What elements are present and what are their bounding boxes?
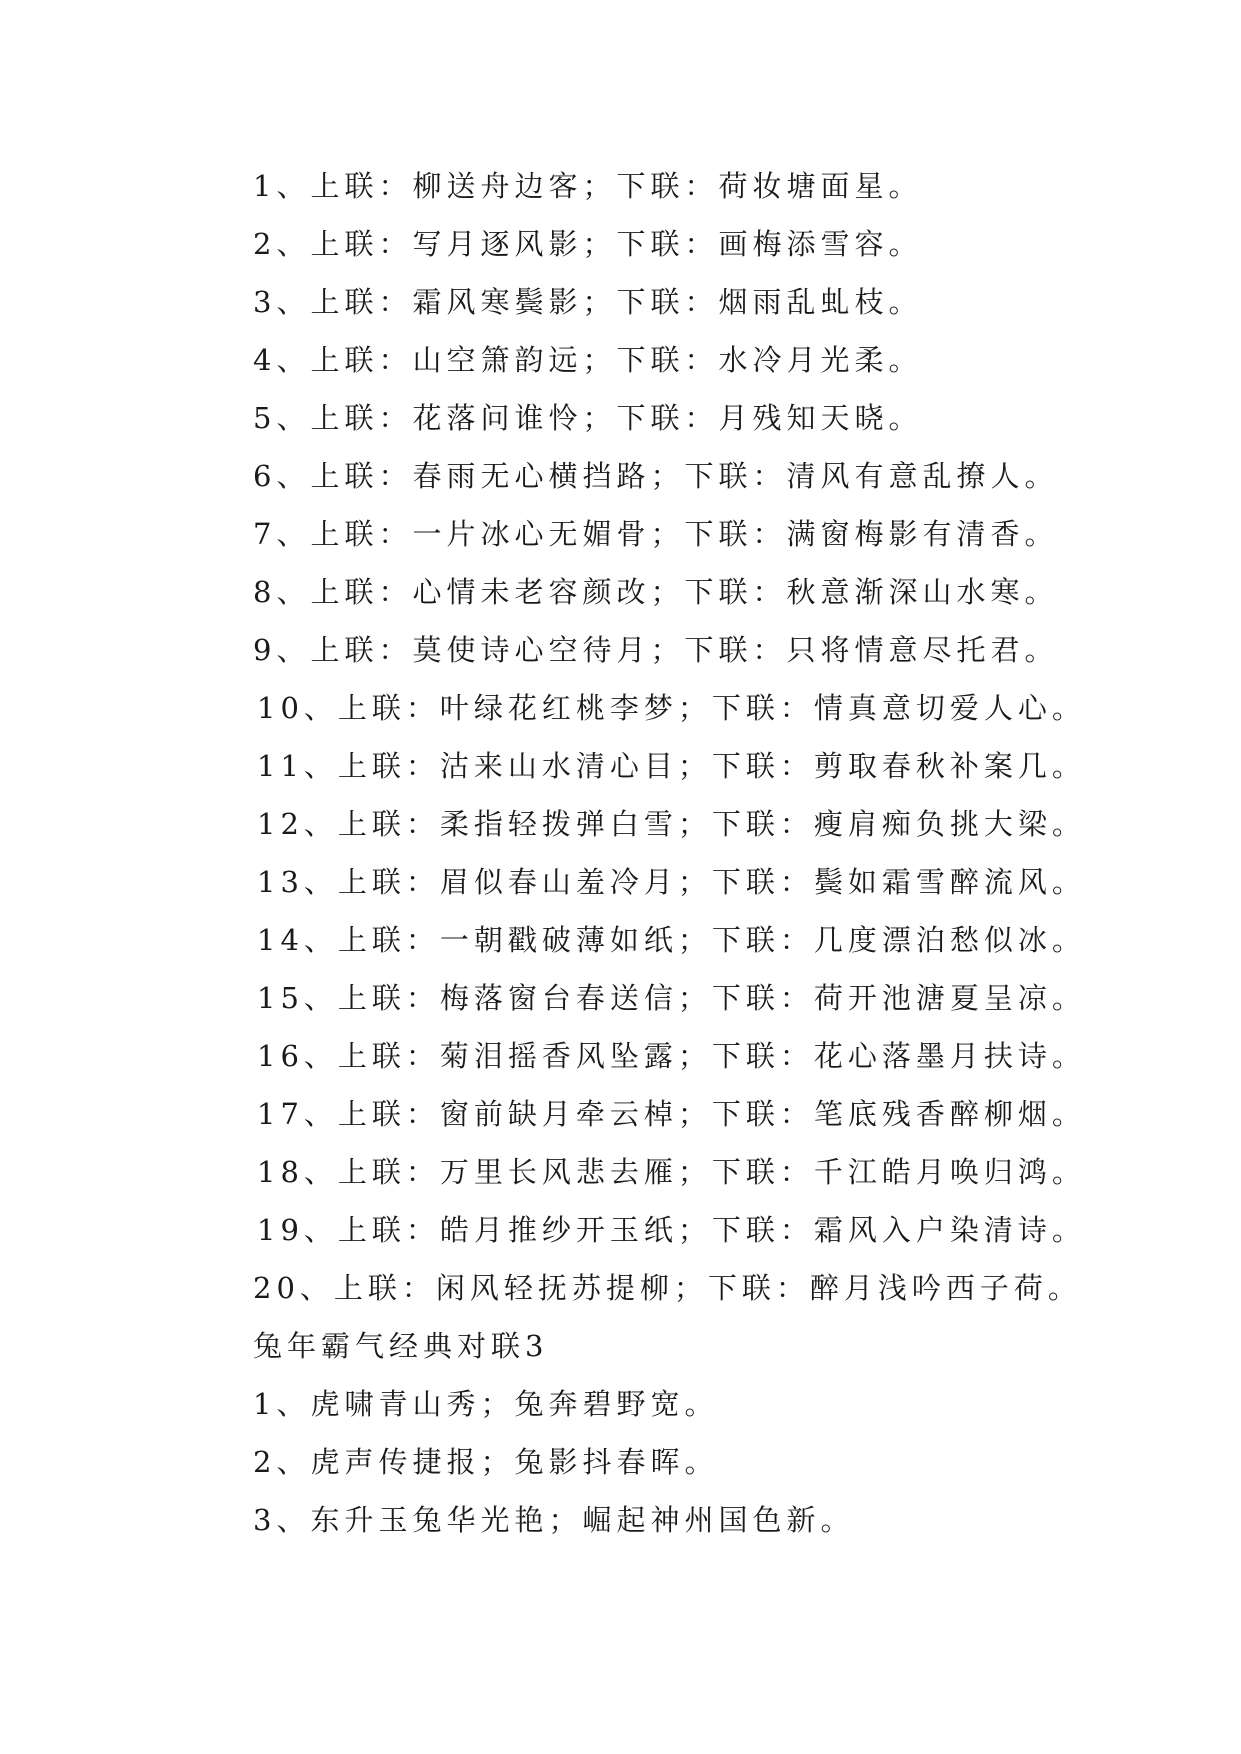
couplet-line-18: 18、上联：万里长风悲去雁；下联：千江皓月唤归鸿。 xyxy=(257,1155,1086,1189)
couplet-line-17: 17、上联：窗前缺月牵云棹；下联：笔底残香醉柳烟。 xyxy=(257,1097,1086,1131)
couplet-line-7: 7、上联：一片冰心无媚骨；下联：满窗梅影有清香。 xyxy=(253,517,1059,551)
couplet-line-19: 19、上联：皓月推纱开玉纸；下联：霜风入户染清诗。 xyxy=(257,1213,1086,1247)
couplet-line-20: 20、上联：闲风轻抚苏提柳；下联：醉月浅吟西子荷。 xyxy=(253,1271,1082,1305)
rabbit-couplet-1: 1、虎啸青山秀；兔奔碧野宽。 xyxy=(253,1387,719,1421)
couplet-line-9: 9、上联：莫使诗心空待月；下联：只将情意尽托君。 xyxy=(253,633,1059,667)
couplet-line-12: 12、上联：柔指轻拨弹白雪；下联：瘦肩痴负挑大梁。 xyxy=(257,807,1086,841)
rabbit-couplet-2: 2、虎声传捷报；兔影抖春晖。 xyxy=(253,1445,719,1479)
couplet-line-16: 16、上联：菊泪摇香风坠露；下联：花心落墨月扶诗。 xyxy=(257,1039,1086,1073)
couplet-line-15: 15、上联：梅落窗台春送信；下联：荷开池溏夏呈凉。 xyxy=(257,981,1086,1015)
couplet-line-6: 6、上联：春雨无心横挡路；下联：清风有意乱撩人。 xyxy=(253,459,1059,493)
rabbit-couplet-3: 3、东升玉兔华光艳；崛起神州国色新。 xyxy=(253,1503,855,1537)
couplet-line-4: 4、上联：山空箫韵远；下联：水冷月光柔。 xyxy=(253,343,923,377)
section-heading: 兔年霸气经典对联3 xyxy=(253,1329,549,1363)
couplet-line-10: 10、上联：叶绿花红桃李梦；下联：情真意切爱人心。 xyxy=(257,691,1086,725)
couplet-line-5: 5、上联：花落问谁怜；下联：月残知天晓。 xyxy=(253,401,923,435)
couplet-line-2: 2、上联：写月逐风影；下联：画梅添雪容。 xyxy=(253,227,923,261)
couplet-line-3: 3、上联：霜风寒鬓影；下联：烟雨乱虬枝。 xyxy=(253,285,923,319)
couplet-line-1: 1、上联：柳送舟边客；下联：荷妆塘面星。 xyxy=(253,169,923,203)
couplet-line-14: 14、上联：一朝戳破薄如纸；下联：几度漂泊愁似冰。 xyxy=(257,923,1086,957)
couplet-line-13: 13、上联：眉似春山羞冷月；下联：鬓如霜雪醉流风。 xyxy=(257,865,1086,899)
document-body xyxy=(253,157,1153,1549)
couplet-line-8: 8、上联：心情未老容颜改；下联：秋意渐深山水寒。 xyxy=(253,575,1059,609)
couplet-line-11: 11、上联：沽来山水清心目；下联：剪取春秋补案几。 xyxy=(257,749,1086,783)
